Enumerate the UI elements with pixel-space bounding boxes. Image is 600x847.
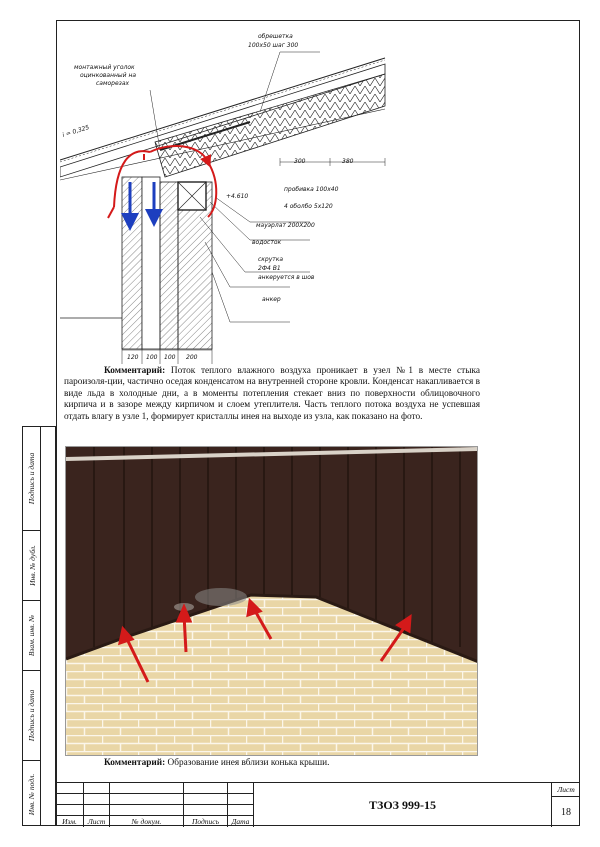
comment-2-body: Образование инея вблизи конька крыши. bbox=[165, 758, 330, 768]
label-dim-300a: 300 bbox=[294, 158, 306, 165]
tb-header-date: Дата bbox=[228, 816, 254, 827]
label-dim-bottom-2: 100 bbox=[146, 354, 158, 361]
sheet-number: 18 bbox=[561, 806, 571, 818]
label-bolts: 4 оболбо 5x120 bbox=[284, 203, 333, 210]
label-probivka: пробивка 100x40 bbox=[284, 186, 339, 193]
side-cell-inv-dubl: Инв. № дубл. bbox=[23, 531, 41, 601]
document-code: ТЗОЗ 999-15 bbox=[254, 783, 552, 827]
label-level: +4.610 bbox=[226, 193, 249, 200]
comment-1-body: Поток теплого влажного воздуха проникает в узел №1 в месте стыка пароизоля-ции, частично оседая конденсатом на внутренней стороне кровли. Конденсат накапливается в виде льда в холодные дни, а в моменты потепления стекает вниз по поверхности облицовочного кирпича и в зазоре между кирпичом и слоем утеплителя. Часть теплого потока воздуха не успевшая отдать влагу в узле 1, формирует кристаллы инея на выходе из узла, как показано на фото. bbox=[64, 366, 480, 422]
side-cell-signature-date-2: Подпись и дата bbox=[23, 671, 41, 761]
comment-1-label: Комментарий: bbox=[104, 366, 166, 376]
label-obreshetka-size: 100x50 шаг 300 bbox=[248, 42, 299, 49]
title-block bbox=[56, 782, 580, 826]
comment-2-label: Комментарий: bbox=[104, 758, 166, 768]
label-ugolok-3: саморезах bbox=[96, 80, 130, 87]
label-ugolok-1: монтажный уголок bbox=[74, 64, 135, 71]
label-skrutka-1: скрутка bbox=[258, 256, 284, 263]
tb-header-doc: № докум. bbox=[110, 816, 184, 827]
comment-2 bbox=[64, 758, 394, 769]
label-dim-300b: 380 bbox=[342, 158, 354, 165]
tb-header-izm: Изм. bbox=[56, 816, 84, 827]
label-obreshetka: обрешетка bbox=[258, 33, 293, 40]
label-dim-bottom-1: 120 bbox=[127, 354, 139, 361]
label-mauerlat: мауэрлат 200X200 bbox=[256, 222, 315, 229]
sheet-label: Лист bbox=[552, 783, 580, 797]
side-cell-inv-podl: Инв. № подл. bbox=[27, 773, 37, 815]
wall-section bbox=[60, 177, 212, 349]
label-dim-bottom-3: 100 bbox=[164, 354, 176, 361]
comment-1 bbox=[64, 366, 480, 423]
label-anker: анкер bbox=[262, 296, 281, 303]
label-skrutka-3: анкеруется в шов bbox=[258, 274, 315, 281]
frost-photo bbox=[65, 446, 478, 756]
label-slope: i = 0,325 bbox=[61, 124, 91, 139]
side-cell-signature-date-1: Подпись и дата bbox=[23, 427, 41, 531]
side-cell-vzam-inv: Взам. инв. № bbox=[23, 601, 41, 671]
label-dim-bottom-4: 200 bbox=[186, 354, 198, 361]
label-skrutka-2: 2Ф4 В1 bbox=[258, 265, 281, 272]
tb-header-signature: Подпись bbox=[184, 816, 228, 827]
side-stamp bbox=[22, 426, 56, 826]
label-vodostok: водосток bbox=[252, 239, 282, 246]
tb-header-list: Лист bbox=[84, 816, 110, 827]
label-ugolok-2: оцинкованный на bbox=[80, 72, 137, 79]
